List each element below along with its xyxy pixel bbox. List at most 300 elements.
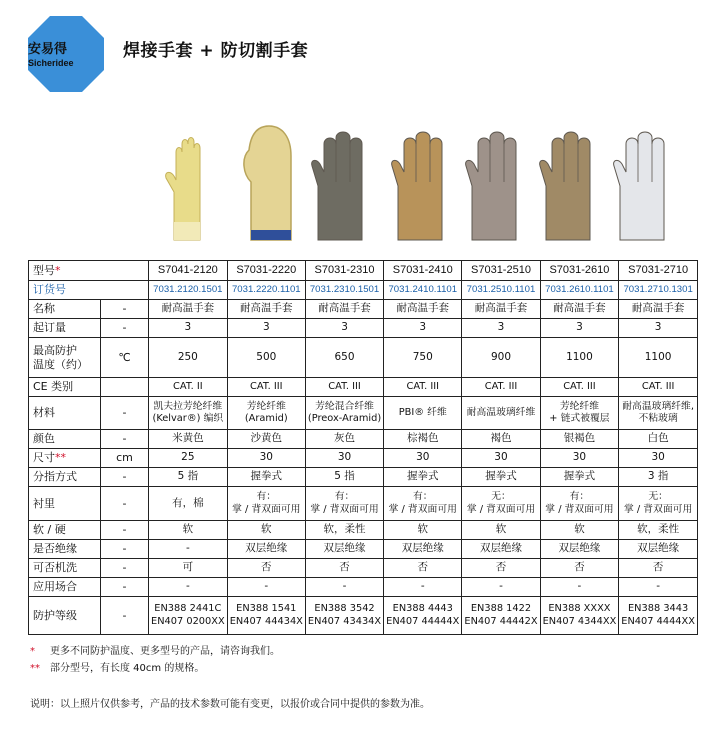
row-unit-cell <box>101 319 149 338</box>
value-cell <box>540 449 619 468</box>
note-1-text: 更多不同防护温度、更多型号的产品，请咨询我们。 <box>50 646 280 657</box>
value-cell <box>540 521 619 540</box>
value-cell <box>540 559 619 578</box>
row-label-cell <box>29 578 101 597</box>
value-line: 否 <box>339 561 350 574</box>
value-line: 500 <box>256 350 277 363</box>
value-line: - <box>264 580 269 593</box>
row-label: 起订量 <box>33 321 66 335</box>
order-number: 7031.2120.1501 <box>153 284 223 295</box>
row-unit: ℃ <box>118 350 131 364</box>
spec-row <box>29 397 698 430</box>
row-label: 尺寸 <box>33 451 55 465</box>
spec-row <box>29 487 698 521</box>
order-number-cell <box>540 281 619 300</box>
value-line: 掌 / 背双面可用 <box>623 503 693 515</box>
value-cell <box>619 559 698 578</box>
order-number-cell <box>619 281 698 300</box>
order-row <box>29 281 698 300</box>
value-cell <box>619 468 698 487</box>
value-cell <box>384 487 462 521</box>
value-line: 1100 <box>566 350 593 363</box>
row-unit-cell <box>101 300 149 319</box>
value-line: 握拳式 <box>250 470 283 483</box>
value-line: 3 <box>654 321 662 334</box>
brand-name-cn: 安易得 <box>28 42 68 57</box>
value-line: 3 <box>419 321 427 334</box>
spec-row <box>29 449 698 468</box>
value-cell <box>462 338 540 378</box>
row-label-cell <box>29 559 101 578</box>
row-label-cell <box>29 521 101 540</box>
model-number: S7031-2310 <box>314 263 375 276</box>
value-cell <box>149 449 228 468</box>
order-number: 7031.2710.1301 <box>623 284 693 295</box>
spec-table <box>28 260 698 635</box>
value-cell <box>619 430 698 449</box>
value-cell <box>227 300 305 319</box>
order-number-cell <box>462 281 540 300</box>
value-line: 耐高温手套 <box>631 302 685 315</box>
row-unit: - <box>122 302 127 316</box>
value-cell <box>462 468 540 487</box>
value-line: 30 <box>494 451 508 464</box>
value-cell <box>149 540 228 559</box>
value-cell <box>305 559 383 578</box>
row-label-cell <box>29 449 101 468</box>
value-line: 否 <box>261 561 272 574</box>
value-line: 无： <box>648 491 668 503</box>
value-line: EN407 44442X <box>464 615 538 627</box>
value-cell <box>149 597 228 635</box>
value-cell <box>384 578 462 597</box>
value-line: 耐高温手套 <box>474 302 528 315</box>
value-line: 无： <box>491 491 511 503</box>
value-line: EN407 44434X <box>229 615 303 627</box>
value-cell <box>462 449 540 468</box>
value-line: 握拳式 <box>563 470 596 483</box>
value-line: - <box>577 580 582 593</box>
brown-glove-icon <box>388 122 454 252</box>
value-line: CAT. III <box>563 380 596 392</box>
row-label: CE 类别 <box>33 380 74 394</box>
value-line: 耐高温手套 <box>240 302 293 315</box>
note-2-star: ** <box>30 663 40 674</box>
model-cell <box>305 261 383 281</box>
knit-glove-icon <box>160 122 222 252</box>
page-title: 焊接手套 + 防切割手套 <box>123 41 309 61</box>
spec-row <box>29 597 698 635</box>
value-line: 3 <box>262 321 270 334</box>
spec-row <box>29 378 698 397</box>
value-cell <box>305 338 383 378</box>
value-line: 掌 / 背双面可用 <box>310 503 379 515</box>
row-label: 防护等级 <box>33 608 77 622</box>
row-unit-cell <box>101 397 149 430</box>
value-line: EN388 3443 <box>627 603 689 615</box>
value-line: 有： <box>256 491 277 503</box>
value-line: EN407 4344XX <box>542 615 617 627</box>
value-cell <box>305 578 383 597</box>
value-cell <box>227 319 305 338</box>
value-line: 软 <box>495 523 507 536</box>
value-cell <box>384 338 462 378</box>
value-line: 掌 / 背双面可用 <box>545 503 614 515</box>
order-number-cell <box>149 281 228 300</box>
model-cell <box>619 261 698 281</box>
row-unit: - <box>122 580 127 594</box>
value-cell <box>619 378 698 397</box>
value-line: 双层绝缘 <box>637 542 680 555</box>
value-line: CAT. III <box>406 380 440 392</box>
note-2-text: 部分型号，有长度 40cm 的规格。 <box>50 663 205 674</box>
value-line: 沙黄色 <box>250 432 283 445</box>
model-cell <box>384 261 462 281</box>
spec-row <box>29 430 698 449</box>
row-label-cell <box>29 397 101 430</box>
value-line: EN388 3542 <box>314 603 375 615</box>
spec-row <box>29 578 698 597</box>
model-number: S7031-2610 <box>549 263 610 276</box>
row-unit-cell <box>101 468 149 487</box>
value-cell <box>462 487 540 521</box>
value-cell <box>227 540 305 559</box>
value-line: 5 指 <box>334 470 355 483</box>
value-line: 凯夫拉芳纶纤维 <box>153 400 223 412</box>
value-line: 3 <box>497 321 505 334</box>
value-cell <box>227 449 305 468</box>
value-line: 有： <box>569 491 590 503</box>
value-cell <box>305 487 383 521</box>
order-label: 订货号 <box>33 283 66 297</box>
value-cell <box>384 540 462 559</box>
value-line: 软 <box>182 523 194 536</box>
value-cell <box>149 378 228 397</box>
value-line: EN407 4444XX <box>621 615 695 627</box>
model-cell <box>462 261 540 281</box>
value-cell <box>619 449 698 468</box>
row-unit-cell <box>101 449 149 468</box>
row-label-cell <box>29 540 101 559</box>
value-cell <box>384 449 462 468</box>
value-line: - <box>185 542 190 555</box>
row-label: 材料 <box>33 406 55 420</box>
value-cell <box>149 468 228 487</box>
spec-row <box>29 521 698 540</box>
value-line: 3 <box>341 321 348 334</box>
value-line: 握拳式 <box>485 470 517 483</box>
disclaimer: 说明：以上照片仅供参考，产品的技术参数可能有变更，以报价或合同中提供的参数为准。 <box>30 699 430 710</box>
row-unit-cell <box>101 338 149 378</box>
value-line: 有： <box>412 491 433 503</box>
value-line: 650 <box>334 350 355 363</box>
value-line: 芳纶混合纤维 <box>315 400 374 412</box>
row-label-cell <box>29 468 101 487</box>
order-number: 7031.2610.1101 <box>545 284 614 295</box>
value-line: EN388 1541 <box>236 603 297 615</box>
order-number-cell <box>305 281 383 300</box>
value-cell <box>384 521 462 540</box>
row-label: 可否机洗 <box>33 561 77 575</box>
note-2 <box>30 659 204 674</box>
value-cell <box>305 449 383 468</box>
value-cell <box>149 397 228 430</box>
row-label-cell <box>29 378 101 397</box>
value-line: EN407 43434X <box>307 615 382 627</box>
row-label: 软 / 硬 <box>33 523 66 537</box>
value-line: CAT. III <box>641 380 675 392</box>
row-unit: - <box>122 432 127 446</box>
value-line: 否 <box>652 561 664 574</box>
value-line: - <box>420 580 425 593</box>
value-cell <box>462 559 540 578</box>
spec-row <box>29 319 698 338</box>
value-line: 握拳式 <box>407 470 439 483</box>
value-line: 芳纶纤维 <box>246 400 286 412</box>
value-line: 耐高温手套 <box>396 302 450 315</box>
value-line: 30 <box>651 451 665 464</box>
order-number: 7031.2510.1101 <box>466 284 536 295</box>
value-line: EN388 1422 <box>470 603 532 615</box>
row-label-cell <box>29 300 101 319</box>
value-line: CAT. II <box>173 380 203 392</box>
value-line: 5 指 <box>177 470 199 483</box>
value-line: 1100 <box>644 350 672 363</box>
model-number: S7041-2120 <box>157 263 218 276</box>
spec-row <box>29 300 698 319</box>
note-1-star: * <box>30 646 35 657</box>
row-unit: - <box>122 496 127 510</box>
row-unit: - <box>122 321 127 335</box>
model-cell <box>540 261 619 281</box>
row-unit-cell <box>101 487 149 521</box>
value-line: EN388 4443 <box>392 603 453 615</box>
header-star: * <box>55 263 61 277</box>
order-number: 7031.2410.1101 <box>388 284 458 295</box>
value-cell <box>462 397 540 430</box>
value-cell <box>305 300 383 319</box>
gray-glove-icon <box>308 122 374 252</box>
value-cell <box>540 338 619 378</box>
value-line: 灰色 <box>334 432 356 445</box>
value-cell <box>305 378 383 397</box>
value-cell <box>227 487 305 521</box>
value-line: 30 <box>259 451 273 464</box>
row-label-cell <box>29 338 101 378</box>
value-line: 750 <box>412 350 433 363</box>
value-cell <box>619 300 698 319</box>
header-row <box>29 261 698 281</box>
value-cell <box>540 430 619 449</box>
model-number: S7031-2510 <box>471 263 531 276</box>
value-cell <box>540 540 619 559</box>
row-unit-cell <box>101 378 149 397</box>
value-line: CAT. III <box>250 380 283 392</box>
value-cell <box>462 540 540 559</box>
value-line: 30 <box>337 451 352 464</box>
value-cell <box>619 521 698 540</box>
value-cell <box>149 319 228 338</box>
value-line: 3 指 <box>647 470 669 483</box>
value-cell <box>227 559 305 578</box>
header-label: 型号 <box>33 263 55 277</box>
value-cell <box>462 521 540 540</box>
model-number: S7031-2410 <box>392 263 453 276</box>
value-line: + 链式被覆层 <box>549 413 610 424</box>
value-line: 否 <box>574 561 585 574</box>
row-unit-cell <box>101 430 149 449</box>
value-cell <box>540 487 619 521</box>
value-line: EN407 0200XX <box>151 615 225 627</box>
value-cell <box>149 521 228 540</box>
value-line: 30 <box>416 451 430 464</box>
row-label: 分指方式 <box>33 470 77 484</box>
value-cell <box>149 578 228 597</box>
row-label: 应用场合 <box>33 580 77 594</box>
value-line: 900 <box>490 350 511 363</box>
value-line: 有，棉 <box>172 496 204 509</box>
value-line: 白色 <box>647 432 669 445</box>
value-cell <box>305 540 383 559</box>
value-line: 掌 / 背双面可用 <box>232 503 301 515</box>
value-cell <box>384 430 462 449</box>
value-cell <box>462 378 540 397</box>
value-cell <box>227 397 305 430</box>
value-line: 25 <box>181 451 195 464</box>
spec-row <box>29 540 698 559</box>
mitt-glove-icon <box>237 122 299 252</box>
spec-row <box>29 468 698 487</box>
value-cell <box>619 319 698 338</box>
row-unit-cell <box>101 578 149 597</box>
value-cell <box>305 597 383 635</box>
value-cell <box>149 487 228 521</box>
model-cell <box>149 261 228 281</box>
value-line: 3 <box>184 321 192 334</box>
row-unit-cell <box>101 597 149 635</box>
value-cell <box>540 300 619 319</box>
value-line: EN388 XXXX <box>548 603 611 615</box>
value-cell <box>384 468 462 487</box>
value-line: CAT. III <box>328 380 361 392</box>
row-unit: cm <box>116 451 133 465</box>
value-line: 米黄色 <box>172 432 204 445</box>
value-cell <box>462 319 540 338</box>
value-cell <box>305 397 383 430</box>
white-glove-icon <box>610 122 676 252</box>
value-cell <box>227 338 305 378</box>
value-cell <box>384 597 462 635</box>
value-line: 掌 / 背双面可用 <box>466 503 536 515</box>
value-cell <box>384 559 462 578</box>
row-label-cell <box>29 430 101 449</box>
value-cell <box>540 397 619 430</box>
value-cell <box>462 430 540 449</box>
value-cell <box>305 319 383 338</box>
row-unit-cell <box>101 540 149 559</box>
value-cell <box>305 521 383 540</box>
value-cell <box>540 378 619 397</box>
model-cell <box>227 261 305 281</box>
value-cell <box>227 430 305 449</box>
value-line: 耐高温手套 <box>318 302 371 315</box>
row-unit: - <box>122 523 127 537</box>
value-cell <box>384 397 462 430</box>
value-cell <box>384 319 462 338</box>
value-line: - <box>499 580 503 593</box>
value-cell <box>540 468 619 487</box>
value-line: - <box>342 580 347 593</box>
order-number-cell <box>384 281 462 300</box>
model-number: S7031-2220 <box>236 263 297 276</box>
spec-row <box>29 559 698 578</box>
value-line: 软，柔性 <box>637 523 680 536</box>
value-line: 耐高温玻璃纤维, <box>622 400 694 412</box>
value-line: 有： <box>334 491 355 503</box>
value-line: 双层绝缘 <box>558 542 601 555</box>
row-label-cell <box>29 597 101 635</box>
value-line: EN388 2441C <box>154 603 222 615</box>
value-line: 耐高温玻璃纤维 <box>466 406 536 418</box>
model-number: S7031-2710 <box>628 263 689 276</box>
value-cell <box>462 578 540 597</box>
value-cell <box>149 430 228 449</box>
value-line: 双层绝缘 <box>479 542 522 555</box>
value-cell <box>462 300 540 319</box>
row-unit-cell <box>101 521 149 540</box>
row-label-cell <box>29 487 101 521</box>
value-cell <box>227 578 305 597</box>
value-cell <box>227 378 305 397</box>
value-line: 软，柔性 <box>323 523 366 536</box>
value-line: 软 <box>574 523 585 536</box>
value-line: 棕褐色 <box>407 432 439 445</box>
value-line: 褐色 <box>490 432 512 445</box>
value-line: 软 <box>261 523 272 536</box>
value-cell <box>227 597 305 635</box>
order-number-cell <box>227 281 305 300</box>
value-line: 不粘玻璃 <box>638 413 678 424</box>
row-label-cell <box>29 319 101 338</box>
value-cell <box>384 300 462 319</box>
row-label: 颜色 <box>33 432 55 446</box>
value-cell <box>540 597 619 635</box>
row-label: 名称 <box>33 302 55 316</box>
value-cell <box>305 430 383 449</box>
row-unit: - <box>122 406 127 420</box>
value-line: 双层绝缘 <box>401 542 444 555</box>
row-label: 是否绝缘 <box>33 542 77 556</box>
value-line: EN407 44444X <box>386 615 460 627</box>
value-line: - <box>185 580 190 593</box>
value-line: - <box>656 580 661 593</box>
value-cell <box>619 338 698 378</box>
value-cell <box>305 468 383 487</box>
value-cell <box>619 578 698 597</box>
value-line: (Aramid) <box>244 413 288 424</box>
value-line: (Kelvar®) 编织 <box>152 413 224 424</box>
order-label-cell <box>29 281 149 300</box>
value-cell <box>227 468 305 487</box>
row-unit: - <box>122 470 127 484</box>
value-line: 可 <box>182 561 194 574</box>
order-number: 7031.2220.1101 <box>231 284 301 295</box>
value-cell <box>149 338 228 378</box>
value-line: 耐高温手套 <box>553 302 606 315</box>
value-line: 30 <box>572 451 587 464</box>
value-line: (Preox-Aramid) <box>307 413 382 424</box>
value-line: 双层绝缘 <box>245 542 288 555</box>
